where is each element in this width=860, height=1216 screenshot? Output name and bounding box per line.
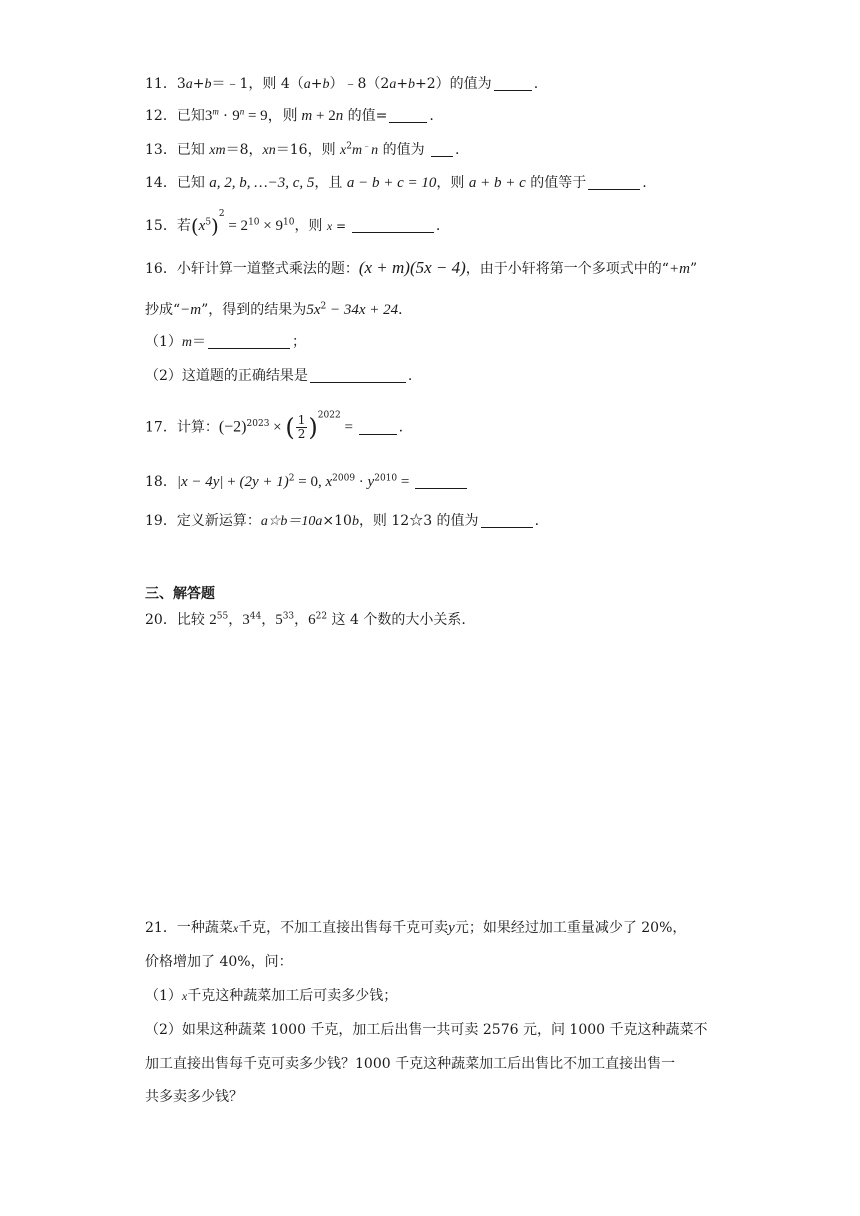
question-number: 19．	[145, 513, 177, 529]
question-19: 19．定义新运算：a☆b＝10a×10b，则 12☆3 的值为 .	[145, 513, 540, 529]
answer-blank[interactable]	[359, 420, 397, 435]
question-number: 11．	[145, 76, 177, 92]
question-16-line-2: 抄成“−m”，得到的结果为$5x^2 - 34x + 24$．	[145, 301, 413, 318]
fraction: $\frac{1}{2}$	[297, 413, 306, 441]
question-15: 15．若$(x^5)^2 = 2^{10} \times 9^{10}$，则 x = .	[145, 209, 441, 238]
question-number: 14．	[145, 175, 177, 191]
question-16-part-1: （1）m＝ ；	[145, 334, 307, 350]
answer-blank[interactable]	[431, 142, 453, 157]
right-paren: )	[308, 413, 318, 442]
question-20: 20．比较 $2^{55}$，$3^{44}$，$5^{33}$，$6^{22}$ 这 4 个数的大小关系.	[145, 611, 466, 628]
question-16: 16．小轩计算一道整式乘法的题：(x + m)(5x − 4)，由于小轩将第一个多项式中的“+m”	[145, 258, 698, 277]
answer-blank[interactable]	[415, 474, 467, 489]
answer-blank[interactable]	[481, 513, 533, 528]
question-number: 18．	[145, 474, 177, 490]
question-number: 21．	[145, 920, 177, 936]
question-number: 17．	[145, 419, 177, 436]
answer-blank[interactable]	[352, 218, 434, 233]
question-21: 21．一种蔬菜x千克，不加工直接出售每千克可卖y元；如果经过加工重量减少了 20%，	[145, 920, 687, 936]
question-number: 16．	[145, 261, 177, 277]
question-14: 14．已知 a, 2, b, …−3, c, 5，且 a − b + c = 10，则 a + b + c 的值等于 .	[145, 175, 647, 191]
question-number: 15．	[145, 218, 177, 234]
question-21-part-2-line-2: 加工直接出售每千克可卖多少钱？1000 千克这种蔬菜加工后出售比不加工直接出售一	[145, 1056, 676, 1072]
question-21-part-1: （1）x千克这种蔬菜加工后可卖多少钱；	[145, 988, 398, 1004]
question-number: 13．	[145, 142, 177, 158]
question-11: 11．3a+b＝﹣1，则 4（a+b）﹣8（2a+b+2）的值为 .	[145, 76, 539, 92]
section-heading: 三、解答题	[145, 586, 215, 602]
question-number: 20．	[145, 612, 177, 628]
question-16-part-2: （2）这道题的正确结果是 .	[145, 368, 413, 384]
answer-blank[interactable]	[588, 175, 640, 190]
answer-blank[interactable]	[310, 368, 406, 383]
answer-blank[interactable]	[208, 334, 290, 349]
question-18: 18．$|x - 4y| + (2y + 1)^2 = 0$, $x^{2009} \cdot y^{2010}$ =	[145, 472, 469, 492]
question-17: 17．计算：$(-2)^{2023}$ × ( $\frac{1}{2}$ )$^{2022}$ = .	[145, 410, 404, 442]
answer-blank[interactable]	[389, 108, 427, 123]
question-21-part-2-line-3: 共多卖多少钱？	[145, 1089, 243, 1105]
question-21-line-2: 价格增加了 40%，问：	[145, 954, 293, 970]
left-paren: (	[285, 413, 295, 442]
question-number: 12．	[145, 108, 177, 124]
question-12: 12．已知$3^m \cdot 9^n = 9$，则 m + 2n 的值= .	[145, 106, 434, 124]
question-13: 13．已知 xm＝8，xn＝16，则 $x^2m^﹣n$ 的值为 .	[145, 141, 460, 158]
answer-blank[interactable]	[494, 76, 532, 91]
question-21-part-2-line-1: （2）如果这种蔬菜 1000 千克，加工后出售一共可卖 2576 元，问 1000 千克这种蔬菜不	[145, 1022, 708, 1038]
